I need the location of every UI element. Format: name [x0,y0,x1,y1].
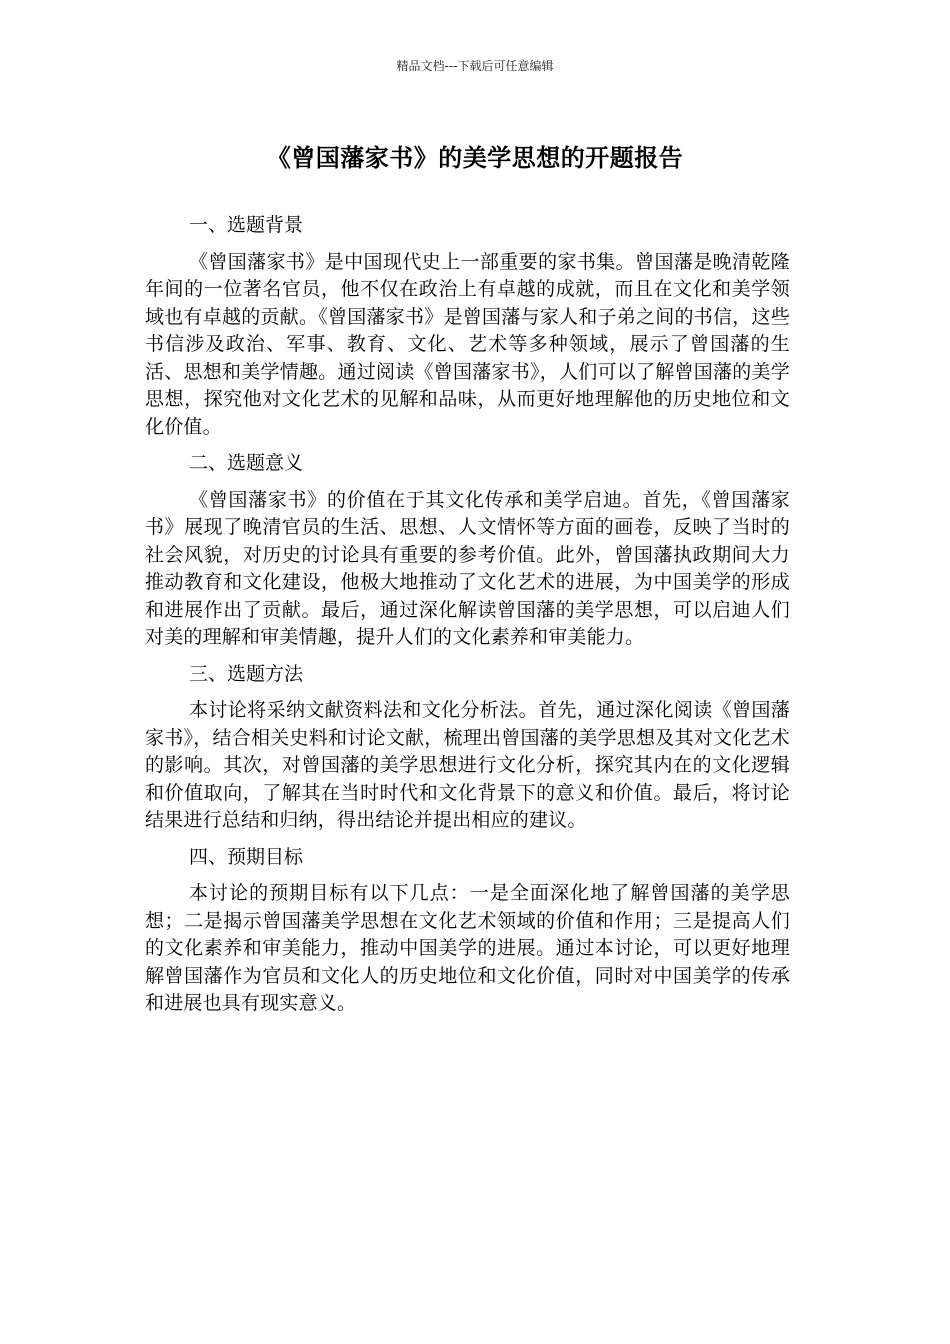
document-body [145,212,790,1027]
section-paragraph-goals: 本讨论的预期目标有以下几点：一是全面深化地了解曾国藩的美学思想；二是揭示曾国藩美学思想在文化艺术领域的价值和作用；三是提高人们的文化素养和审美能力，推动中国美学的进展。通过本讨论，可以更好地理解曾国藩作为官员和文化人的历史地位和文化价值，同时对中国美学的传承和进展也具有现实意义。 [145,882,790,1014]
header-watermark: 精品文档---下载后可任意编辑 [396,59,554,73]
section-heading-background: 一、选题背景 [189,214,304,236]
section-heading-goals: 四、预期目标 [189,845,304,868]
section-paragraph-method: 本讨论将采纳文献资料法和文化分析法。首先，通过深化阅读《曾国藩家书》，结合相关史料和讨论文献，梳理出曾国藩的美学思想及其对文化艺术的影响。其次，对曾国藩的美学思想进行文化分析，探究其内在的文化逻辑和价值取向，了解其在当时时代和文化背景下的意义和价值。最后，将讨论结果进行总结和归纳，得出结论并提出相应的建议。 [145,699,790,831]
section-heading-method: 三、选题方法 [189,662,304,685]
document-title: 《曾国藩家书》的美学思想的开题报告 [266,144,684,172]
section-paragraph-background: 《曾国藩家书》是中国现代史上一部重要的家书集。曾国藩是晚清乾隆年间的一位著名官员，他不仅在政治上有卓越的成就，而且在文化和美学领域也有卓越的贡献。《曾国藩家书》是曾国藩与家人和子弟之间的书信，这些书信涉及政治、军事、教育、文化、艺术等多种领域，展示了曾国藩的生活、思想和美学情趣。通过阅读《曾国藩家书》，人们可以了解曾国藩的美学思想，探究他对文化艺术的见解和品味，从而更好地理解他的历史地位和文化价值。 [145,250,790,438]
section-heading-significance: 二、选题意义 [189,452,304,474]
section-paragraph-significance: 《曾国藩家书》的价值在于其文化传承和美学启迪。首先，《曾国藩家书》展现了晚清官员的生活、思想、人文情怀等方面的画卷，反映了当时的社会风貌，对历史的讨论具有重要的参考价值。此外，曾国藩执政期间大力推动教育和文化建设，他极大地推动了文化艺术的进展，为中国美学的形成和进展作出了贡献。最后，通过深化解读曾国藩的美学思想，可以启迪人们对美的理解和审美情趣，提升人们的文化素养和审美能力。 [145,488,790,648]
